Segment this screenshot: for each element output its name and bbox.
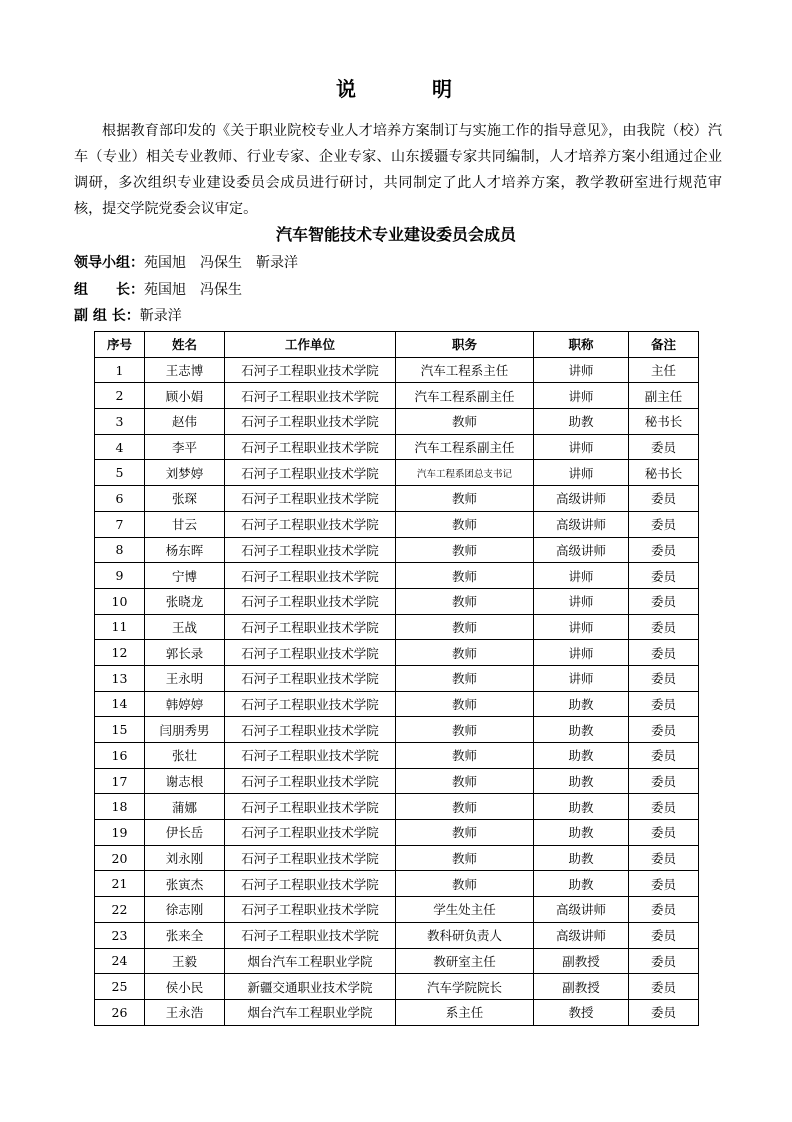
cell-title: 高级讲师 [534,511,629,537]
table-row [95,486,699,512]
table-row [95,974,699,1000]
cell-employer: 石河子工程职业技术学院 [225,434,396,460]
cell-name: 王永浩 [145,999,225,1025]
role-names: 靳录洋 [139,308,182,324]
cell-employer: 石河子工程职业技术学院 [225,794,396,820]
cell-remark: 秘书长 [629,460,699,486]
table-row [95,948,699,974]
table-row [95,460,699,486]
cell-position: 教科研负责人 [396,922,534,948]
cell-position: 教师 [396,409,534,435]
cell-employer: 石河子工程职业技术学院 [225,691,396,717]
cell-index: 2 [95,383,145,409]
table-row [95,665,699,691]
cell-remark: 委员 [629,768,699,794]
cell-title: 高级讲师 [534,537,629,563]
cell-name: 张来全 [145,922,225,948]
cell-remark: 委员 [629,922,699,948]
cell-title: 讲师 [534,563,629,589]
cell-index: 18 [95,794,145,820]
cell-index: 15 [95,717,145,743]
cell-title: 副教授 [534,974,629,1000]
table-header-row [95,332,699,358]
intro-paragraph: 根据教育部印发的《关于职业院校专业人才培养方案制订与实施工作的指导意见》，由我院（校）汽车（专业）相关专业教师、行业专家、企业专家、山东援疆专家共同编制，人才培养方案小组通过企业调研，多次组织专业建设委员会成员进行研讨，共同制定了此人才培养方案，教学教研室进行规范审核，提交学院党委会议审定。 [74,123,722,217]
cell-title: 助教 [534,794,629,820]
cell-name: 谢志根 [145,768,225,794]
cell-remark: 委员 [629,845,699,871]
cell-title: 助教 [534,768,629,794]
cell-position: 教师 [396,588,534,614]
cell-title: 助教 [534,691,629,717]
cell-index: 16 [95,743,145,769]
cell-employer: 石河子工程职业技术学院 [225,460,396,486]
header-position: 职务 [396,332,534,358]
header-remark: 备注 [629,332,699,358]
cell-employer: 石河子工程职业技术学院 [225,383,396,409]
cell-position: 汽车学院院长 [396,974,534,1000]
cell-remark: 委员 [629,563,699,589]
cell-title: 高级讲师 [534,897,629,923]
cell-remark: 委员 [629,794,699,820]
role-names: 苑国旭 冯保生 [144,282,242,298]
table-row [95,537,699,563]
cell-index: 25 [95,974,145,1000]
cell-position: 教师 [396,640,534,666]
cell-name: 甘云 [145,511,225,537]
cell-name: 郭长录 [145,640,225,666]
cell-position: 汽车工程系副主任 [396,434,534,460]
table-row [95,999,699,1025]
cell-index: 11 [95,614,145,640]
table-row [95,588,699,614]
table-row [95,845,699,871]
cell-name: 闫朋秀男 [145,717,225,743]
cell-title: 助教 [534,820,629,846]
cell-remark: 委员 [629,537,699,563]
cell-position: 汽车工程系主任 [396,357,534,383]
cell-employer: 石河子工程职业技术学院 [225,717,396,743]
cell-title: 讲师 [534,383,629,409]
cell-remark: 委员 [629,691,699,717]
cell-name: 王志博 [145,357,225,383]
table-row [95,434,699,460]
cell-position: 教师 [396,794,534,820]
role-label: 组 长： [74,282,144,298]
cell-name: 张晓龙 [145,588,225,614]
cell-remark: 秘书长 [629,409,699,435]
cell-employer: 烟台汽车工程职业学院 [225,999,396,1025]
cell-employer: 石河子工程职业技术学院 [225,743,396,769]
cell-position: 汽车工程系团总支书记 [396,460,534,486]
cell-employer: 石河子工程职业技术学院 [225,486,396,512]
cell-name: 王战 [145,614,225,640]
cell-remark: 委员 [629,511,699,537]
table-row [95,563,699,589]
cell-position: 教师 [396,845,534,871]
cell-position: 教师 [396,768,534,794]
header-name: 姓名 [145,332,225,358]
cell-name: 伊长岳 [145,820,225,846]
cell-employer: 石河子工程职业技术学院 [225,768,396,794]
cell-remark: 委员 [629,743,699,769]
cell-index: 12 [95,640,145,666]
table-row [95,717,699,743]
cell-position: 教师 [396,537,534,563]
cell-title: 助教 [534,743,629,769]
cell-title: 助教 [534,871,629,897]
table-row [95,768,699,794]
table-row [95,640,699,666]
table-row [95,511,699,537]
cell-index: 19 [95,820,145,846]
cell-position: 系主任 [396,999,534,1025]
cell-name: 宁博 [145,563,225,589]
cell-title: 讲师 [534,665,629,691]
table-row [95,409,699,435]
cell-name: 杨东晖 [145,537,225,563]
cell-name: 顾小娟 [145,383,225,409]
cell-remark: 委员 [629,588,699,614]
cell-employer: 新疆交通职业技术学院 [225,974,396,1000]
cell-remark: 委员 [629,948,699,974]
cell-index: 8 [95,537,145,563]
cell-index: 10 [95,588,145,614]
cell-title: 高级讲师 [534,922,629,948]
cell-position: 教师 [396,871,534,897]
cell-name: 李平 [145,434,225,460]
cell-employer: 石河子工程职业技术学院 [225,922,396,948]
cell-remark: 委员 [629,665,699,691]
cell-index: 13 [95,665,145,691]
cell-name: 张琛 [145,486,225,512]
cell-index: 26 [95,999,145,1025]
table-row [95,871,699,897]
role-names: 苑国旭 冯保生 靳录洋 [144,255,298,271]
cell-index: 23 [95,922,145,948]
cell-position: 教师 [396,563,534,589]
cell-employer: 石河子工程职业技术学院 [225,871,396,897]
cell-remark: 主任 [629,357,699,383]
cell-title: 讲师 [534,614,629,640]
cell-employer: 烟台汽车工程职业学院 [225,948,396,974]
cell-name: 张壮 [145,743,225,769]
cell-remark: 委员 [629,999,699,1025]
cell-name: 张寅杰 [145,871,225,897]
cell-title: 教授 [534,999,629,1025]
cell-remark: 委员 [629,434,699,460]
role-line-leadership [74,253,298,273]
cell-index: 1 [95,357,145,383]
cell-title: 讲师 [534,357,629,383]
cell-position: 教师 [396,614,534,640]
table-row [95,922,699,948]
cell-employer: 石河子工程职业技术学院 [225,563,396,589]
cell-index: 5 [95,460,145,486]
cell-remark: 委员 [629,640,699,666]
cell-name: 蒲娜 [145,794,225,820]
cell-index: 4 [95,434,145,460]
cell-index: 24 [95,948,145,974]
cell-title: 助教 [534,845,629,871]
cell-employer: 石河子工程职业技术学院 [225,357,396,383]
cell-name: 王毅 [145,948,225,974]
cell-employer: 石河子工程职业技术学院 [225,409,396,435]
cell-employer: 石河子工程职业技术学院 [225,820,396,846]
cell-position: 学生处主任 [396,897,534,923]
header-employer: 工作单位 [225,332,396,358]
cell-remark: 委员 [629,717,699,743]
cell-name: 侯小民 [145,974,225,1000]
cell-name: 刘梦婷 [145,460,225,486]
cell-index: 14 [95,691,145,717]
page-title: 说 明 [336,77,480,101]
cell-remark: 委员 [629,974,699,1000]
cell-title: 副教授 [534,948,629,974]
header-index: 序号 [95,332,145,358]
role-line-leader [74,280,242,300]
cell-title: 讲师 [534,434,629,460]
role-label: 领导小组： [74,255,144,271]
cell-remark: 委员 [629,820,699,846]
role-label: 副 组 长： [74,308,140,324]
table-row [95,691,699,717]
cell-employer: 石河子工程职业技术学院 [225,511,396,537]
cell-position: 教师 [396,511,534,537]
committee-members-table [94,331,699,1026]
cell-index: 22 [95,897,145,923]
cell-index: 3 [95,409,145,435]
cell-remark: 委员 [629,871,699,897]
cell-employer: 石河子工程职业技术学院 [225,588,396,614]
cell-position: 教师 [396,743,534,769]
table-row [95,383,699,409]
cell-employer: 石河子工程职业技术学院 [225,665,396,691]
cell-position: 教师 [396,486,534,512]
cell-position: 教师 [396,717,534,743]
cell-index: 17 [95,768,145,794]
cell-position: 汽车工程系副主任 [396,383,534,409]
table-row [95,614,699,640]
cell-name: 韩婷婷 [145,691,225,717]
cell-index: 6 [95,486,145,512]
cell-index: 9 [95,563,145,589]
cell-position: 教研室主任 [396,948,534,974]
cell-title: 助教 [534,409,629,435]
cell-position: 教师 [396,820,534,846]
cell-index: 20 [95,845,145,871]
cell-employer: 石河子工程职业技术学院 [225,845,396,871]
cell-name: 徐志刚 [145,897,225,923]
table-row [95,357,699,383]
cell-position: 教师 [396,691,534,717]
cell-index: 21 [95,871,145,897]
cell-remark: 委员 [629,486,699,512]
cell-employer: 石河子工程职业技术学院 [225,640,396,666]
cell-remark: 副主任 [629,383,699,409]
cell-employer: 石河子工程职业技术学院 [225,537,396,563]
table-row [95,794,699,820]
table-row [95,897,699,923]
cell-title: 讲师 [534,588,629,614]
role-line-deputy-leader [74,306,182,326]
cell-remark: 委员 [629,614,699,640]
cell-name: 刘永刚 [145,845,225,871]
header-title: 职称 [534,332,629,358]
cell-name: 王永明 [145,665,225,691]
cell-index: 7 [95,511,145,537]
table-row [95,743,699,769]
cell-remark: 委员 [629,897,699,923]
cell-title: 讲师 [534,640,629,666]
cell-title: 助教 [534,717,629,743]
table-row [95,820,699,846]
cell-title: 讲师 [534,460,629,486]
cell-employer: 石河子工程职业技术学院 [225,614,396,640]
committee-title: 汽车智能技术专业建设委员会成员 [275,225,516,244]
cell-position: 教师 [396,665,534,691]
table-body [95,357,699,1025]
cell-name: 赵伟 [145,409,225,435]
cell-employer: 石河子工程职业技术学院 [225,897,396,923]
cell-title: 高级讲师 [534,486,629,512]
